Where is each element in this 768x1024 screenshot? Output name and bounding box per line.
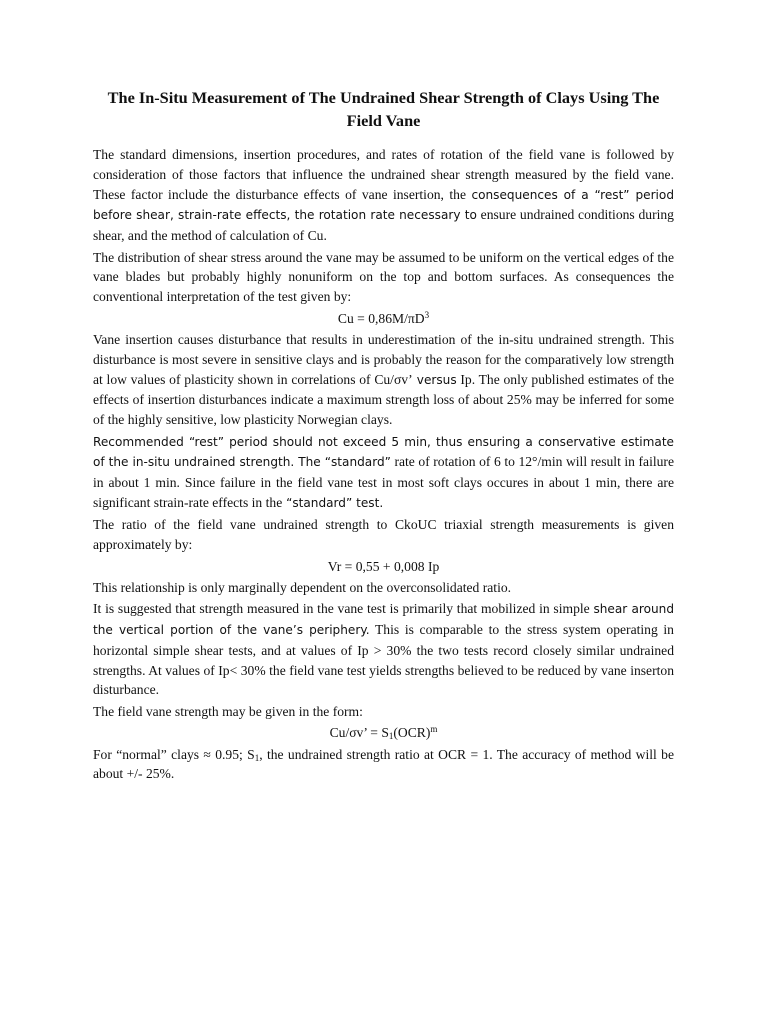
paragraph-3-text-a: Vane insertion causes disturbance that results in underestimation of the in-situ undrained strength. This disturbance is most severe in sensitive clays and is probably the reason for the comparatively low strength at low values of plasticity shown in correlations of Cu/σv’ [93,331,674,387]
equation-strength-ratio [93,723,674,743]
paragraph-1 [93,145,674,246]
paragraph-3 [93,330,674,430]
paragraph-1-text-c: ensure undrained conditions during shear, and the method of calculation of Cu. [93,207,674,244]
paragraph-9-subscript: 1 [254,752,260,763]
equation-cu [93,309,674,329]
document-body [93,86,674,786]
paragraph-6: This relationship is only marginally dependent on the overconsolidated ratio. [93,579,512,595]
paragraph-4 [93,432,674,514]
paragraph-4-text-a: Recommended “rest” period should not exceed 5 min, thus ensuring a conservative estimate of the in-situ undrained strength. The “standard” [93,434,674,470]
equation-strength-ratio-exponent: m [430,724,438,735]
equation-strength-ratio-subscript: 1 [388,731,394,742]
paragraph-8: The field vane strength may be given in the form: [93,703,363,719]
paragraph-7-text-a: It is suggested that strength measured in the vane test is primarily that mobilized in simple [93,601,590,617]
paragraph-4-text-b: rate of rotation of 6 to 12°/min will result in failure in about 1 min. Since failure in the field vane test in most soft clays occures in about 1 min, there are significant strain-rate effects in the [93,454,674,510]
paragraph-5: The ratio of the field vane undrained strength to CkoUC triaxial strength measurements is given approximately by: [93,517,674,553]
equation-cu-exponent: 3 [424,309,430,320]
paragraph-1-text-b: consequences of a “rest” period before shear, strain-rate effects, the rotation rate necessary to [93,187,674,223]
equation-strength-ratio-lhs: Cu/σv’ = S [329,725,389,741]
equation-cu-main: Cu = 0,86M/πD [337,310,425,326]
paragraph-7 [93,599,674,700]
paragraph-9-text-a: For “normal” clays ≈ 0.95; S [93,746,255,762]
paragraph-3-text-c: Ip. The only published estimates of the effects of insertion disturbances indicate a maximum strength loss of about 25% may be inferred for some of the highly sensitive, low plasticity Norwegian clays. [93,371,675,428]
equation-strength-ratio-ocr: (OCR) [393,725,431,741]
equation-vr: Vr = 0,55 + 0,008 Ip [327,558,440,574]
document-title: The In-Situ Measurement of The Undrained Shear Strength of Clays Using The Field Vane [107,88,660,130]
paragraph-7-text-c: This is comparable to the stress system operating in horizontal simple shear tests, and at values of Ip > 30% the two tests record closely similar undrained strengths. At values of Ip< 30% the field vane test yields strengths believed to be reduced by vane inserton disturbance. [93,622,674,698]
paragraph-3-text-b: versus [412,372,457,387]
paragraph-2: The distribution of shear stress around the vane may be assumed to be uniform on the vertical edges of the vane blades but probably highly nonuniform on the top and bottom surfaces. As consequences the conventional interpretation of the test given by: [93,249,674,305]
paragraph-9 [93,745,674,785]
paragraph-9-text-b: , the undrained strength ratio at OCR = 1. The accuracy of method will be about +/- 25%. [93,746,674,782]
paragraph-4-text-c: “standard” test. [282,495,384,510]
paragraph-1-text-a: The standard dimensions, insertion procedures, and rates of rotation of the field vane is followed by consideration of those factors that influence the undrained shear strength measured by the field vane. These factor include the disturbance effects of vane insertion, the [93,147,674,202]
paragraph-7-text-b: shear around the vertical portion of the vane’s periphery. [93,602,674,638]
